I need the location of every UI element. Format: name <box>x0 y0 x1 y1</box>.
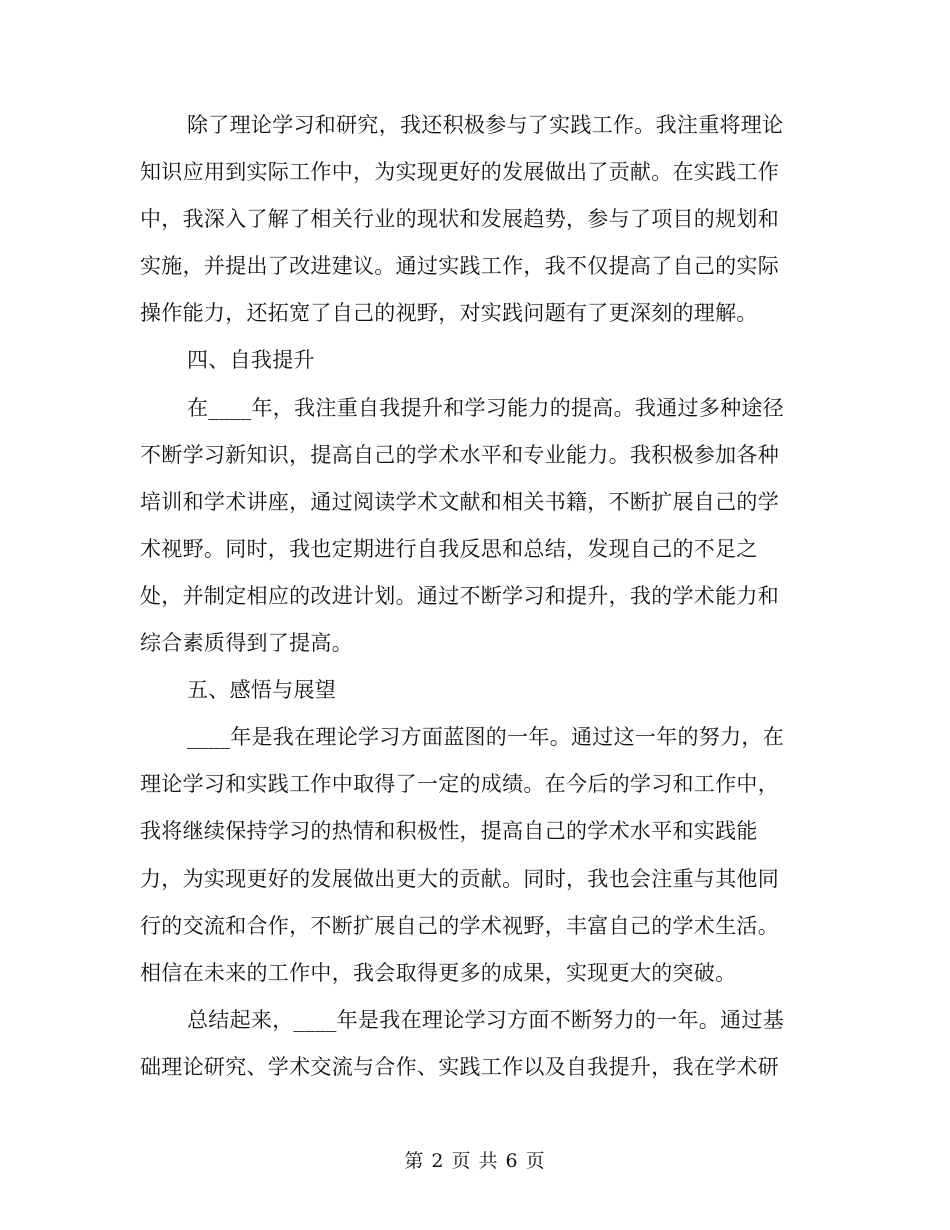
paragraph-line: 我将继续保持学习的热情和积极性，提高自己的学术水平和实践能 <box>140 819 758 844</box>
page-number-footer: 第 2 页 共 6 页 <box>404 1150 546 1172</box>
paragraph-line: 中，我深入了解了相关行业的现状和发展趋势，参与了项目的规划和 <box>140 207 779 232</box>
paragraph-line: 相信在未来的工作中，我会取得更多的成果，实现更大的突破。 <box>140 960 737 985</box>
paragraph-line: ____年是我在理论学习方面蓝图的一年。通过这一年的努力，在 <box>187 725 784 750</box>
section-heading: 五、感悟与展望 <box>187 678 337 703</box>
paragraph-line: 培训和学术讲座，通过阅读学术文献和相关书籍，不断扩展自己的学 <box>140 489 779 514</box>
section-heading: 四、自我提升 <box>187 348 315 373</box>
paragraph-line: 础理论研究、学术交流与合作、实践工作以及自我提升，我在学术研 <box>140 1054 779 1079</box>
paragraph-line: 在____年，我注重自我提升和学习能力的提高。我通过多种途径 <box>187 395 784 420</box>
paragraph-line: 理论学习和实践工作中取得了一定的成绩。在今后的学习和工作中， <box>140 772 779 797</box>
paragraph-line: 总结起来，____年是我在理论学习方面不断努力的一年。通过基 <box>187 1007 784 1032</box>
paragraph-line: 行的交流和合作，不断扩展自己的学术视野，丰富自己的学术生活。 <box>140 913 779 938</box>
paragraph-line: 综合素质得到了提高。 <box>140 631 353 656</box>
paragraph-line: 不断学习新知识，提高自己的学术水平和专业能力。我积极参加各种 <box>140 442 779 467</box>
paragraph-line: 处，并制定相应的改进计划。通过不断学习和提升，我的学术能力和 <box>140 583 779 608</box>
paragraph-line: 除了理论学习和研究，我还积极参与了实践工作。我注重将理论 <box>187 113 784 137</box>
paragraph-line: 实施，并提出了改进建议。通过实践工作，我不仅提高了自己的实际 <box>140 254 779 279</box>
document-body <box>140 102 812 1091</box>
paragraph-line: 操作能力，还拓宽了自己的视野，对实践问题有了更深刻的理解。 <box>140 301 758 326</box>
paragraph-line: 知识应用到实际工作中，为实现更好的发展做出了贡献。在实践工作 <box>140 160 779 185</box>
paragraph-line: 术视野。同时，我也定期进行自我反思和总结，发现自己的不足之 <box>140 536 758 561</box>
paragraph-line: 力，为实现更好的发展做出更大的贡献。同时，我也会注重与其他同 <box>140 866 779 891</box>
